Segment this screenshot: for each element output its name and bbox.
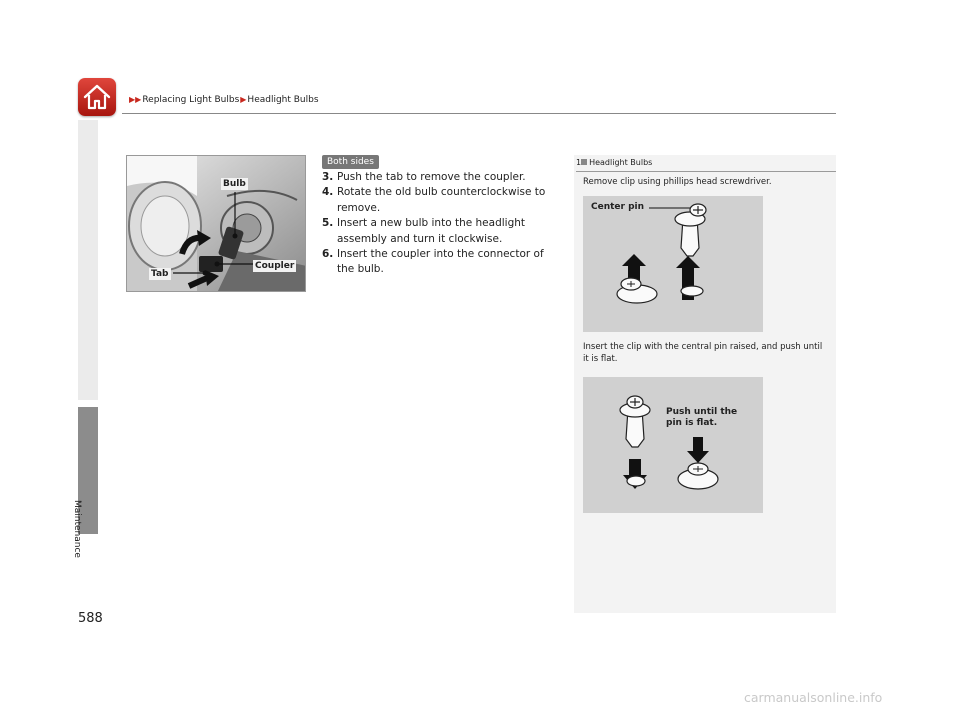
arrow-right-icon: ▶▶ bbox=[129, 95, 142, 104]
breadcrumb-current: Headlight Bulbs bbox=[247, 95, 319, 105]
callout-tab: Tab bbox=[151, 269, 169, 279]
note-remove-clip: Remove clip using phillips head screwdriver. bbox=[583, 177, 772, 187]
breadcrumb bbox=[128, 95, 319, 105]
both-sides-tag: Both sides bbox=[322, 155, 379, 169]
clip-removal-drawing bbox=[583, 196, 763, 332]
clip-install-illustration bbox=[583, 377, 763, 513]
label-push-until-flat-line2: pin is flat. bbox=[666, 418, 718, 428]
step-item: 4. Rotate the old bulb counterclockwise to remove. bbox=[322, 186, 546, 214]
clip-removal-illustration bbox=[583, 196, 763, 332]
arrow-down-icon bbox=[687, 437, 709, 463]
callout-coupler: Coupler bbox=[255, 261, 295, 271]
arrow-right-icon: ▶ bbox=[240, 95, 247, 104]
breadcrumb-link-replacing-light-bulbs[interactable]: Replacing Light Bulbs bbox=[142, 95, 240, 105]
panel-title: 1 Headlight Bulbs bbox=[576, 158, 653, 167]
clip-install-drawing bbox=[583, 377, 763, 513]
clip-icon bbox=[675, 204, 706, 256]
page-number: 588 bbox=[78, 611, 103, 626]
headlight-photo bbox=[126, 155, 306, 292]
step-list bbox=[322, 170, 562, 278]
label-center-pin: Center pin bbox=[591, 202, 645, 212]
house-icon bbox=[82, 83, 112, 111]
step-item: 6. Insert the coupler into the connector of the bulb. bbox=[322, 248, 544, 276]
step-item: 5. Insert a new bulb into the headlight assembly and turn it clockwise. bbox=[322, 217, 526, 245]
reference-box-icon bbox=[581, 159, 587, 165]
note-insert-clip: Insert the clip with the central pin raised, and push until it is flat. bbox=[583, 342, 823, 364]
callout-bulb: Bulb bbox=[223, 179, 246, 189]
watermark: carmanualsonline.info bbox=[744, 690, 883, 705]
sidebar-section-label: Maintenance bbox=[72, 500, 82, 558]
home-button[interactable] bbox=[78, 78, 116, 116]
panel-divider bbox=[576, 171, 836, 172]
sidebar-tab-track bbox=[78, 120, 98, 400]
reference-number: 1 bbox=[576, 158, 582, 167]
step-item: 3. Push the tab to remove the coupler. bbox=[322, 171, 526, 183]
header-divider bbox=[122, 113, 836, 114]
label-push-until-flat-line1: Push until the bbox=[666, 407, 738, 417]
